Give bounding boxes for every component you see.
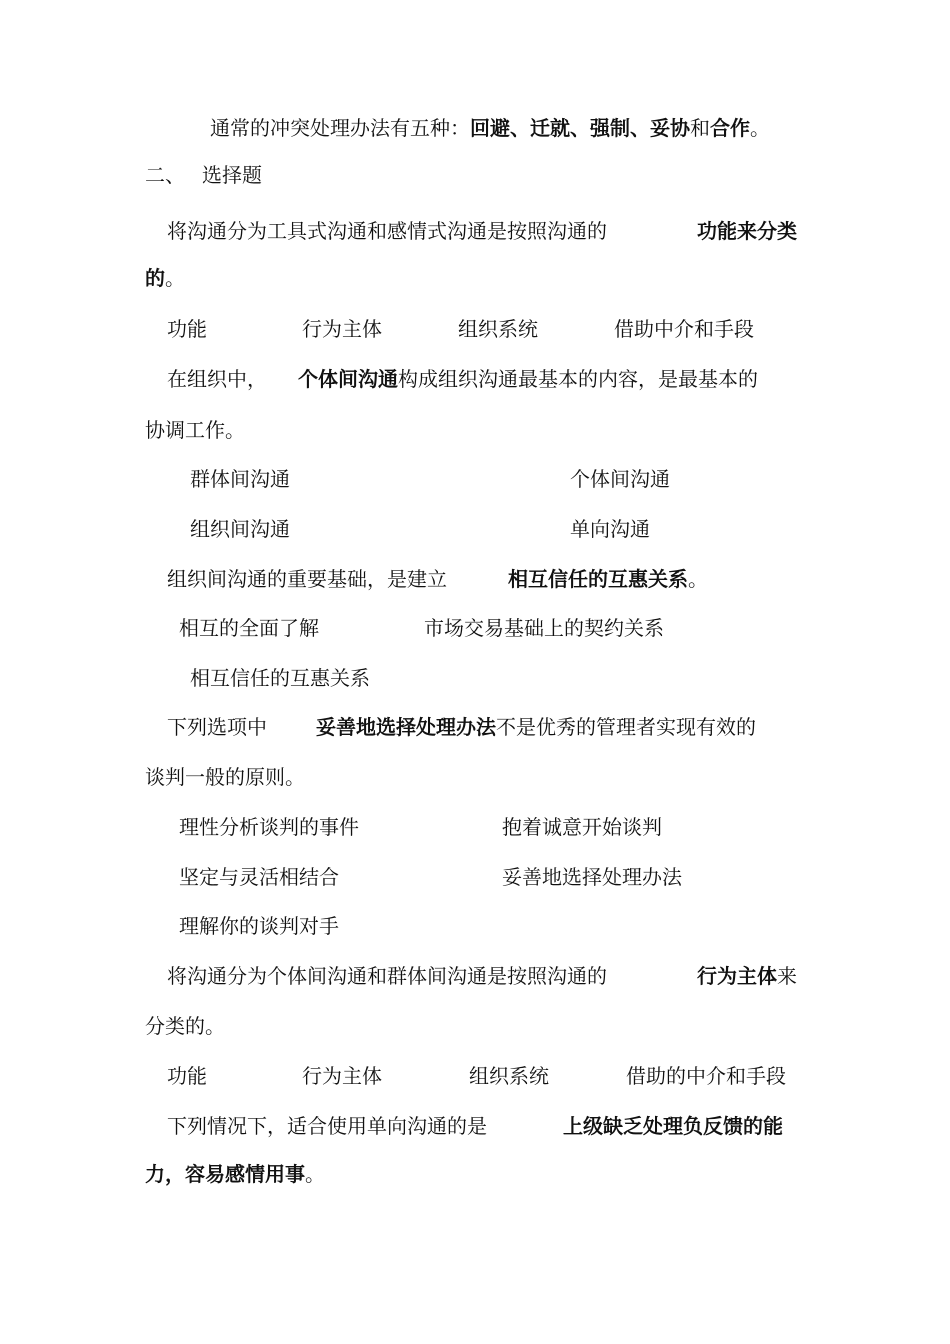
q6-answer: 上级缺乏处理负反馈的能 [563, 1114, 783, 1138]
q4-option: 妥善地选择处理办法 [502, 865, 682, 889]
q2-option: 单向沟通 [570, 517, 650, 541]
q2-stem-a: 在组织中， [167, 367, 267, 391]
q6-answer-tail: 力，容易感情用事 [145, 1162, 305, 1186]
q4-stem-b: 不是优秀的管理者实现有效的 [496, 715, 756, 739]
q4-stem-line [316, 715, 756, 739]
q5-stem: 将沟通分为个体间沟通和群体间沟通是按照沟通的 [167, 964, 607, 988]
q1-stem: 将沟通分为工具式沟通和感情式沟通是按照沟通的 [167, 219, 607, 243]
q4-option: 坚定与灵活相结合 [179, 865, 339, 889]
q2-stem-b: 构成组织沟通最基本的内容，是最基本的 [398, 367, 758, 391]
q6-stem: 下列情况下，适合使用单向沟通的是 [167, 1114, 487, 1138]
q4-answer: 妥善地选择处理办法 [316, 715, 496, 739]
section-title: 选择题 [202, 163, 262, 187]
q3-option: 相互的全面了解 [179, 616, 319, 640]
q2-option: 个体间沟通 [570, 467, 670, 491]
intro-sep: 、 [630, 116, 650, 140]
q2-stem-line [298, 367, 758, 391]
q1-end: 。 [165, 266, 185, 290]
intro-sep: 、 [570, 116, 590, 140]
q5-stem-c: 分类的。 [145, 1014, 225, 1038]
q5-answer-line [697, 964, 797, 988]
q5-stem-b: 来 [777, 964, 797, 988]
q4-option: 理解你的谈判对手 [179, 914, 339, 938]
q5-option: 功能 [167, 1064, 207, 1088]
q1-option: 功能 [167, 317, 207, 341]
q1-answer-tail: 的 [145, 266, 165, 290]
q6-answer-cont [145, 1162, 325, 1186]
q5-option: 组织系统 [469, 1064, 549, 1088]
q6-end: 。 [305, 1162, 325, 1186]
q1-option: 借助中介和手段 [614, 317, 754, 341]
q3-answer-line [508, 567, 708, 591]
q4-stem-a: 下列选项中 [167, 715, 267, 739]
q4-option: 抱着诚意开始谈判 [502, 815, 662, 839]
q3-stem: 组织间沟通的重要基础，是建立 [167, 567, 447, 591]
q2-answer: 个体间沟通 [298, 367, 398, 391]
q1-option: 组织系统 [458, 317, 538, 341]
q2-option: 组织间沟通 [190, 517, 290, 541]
q2-stem-c: 协调工作。 [145, 418, 245, 442]
q5-option: 行为主体 [302, 1064, 382, 1088]
intro-method-3: 强制 [590, 116, 630, 140]
q2-option: 群体间沟通 [190, 467, 290, 491]
q1-answer: 功能来分类 [697, 219, 797, 243]
q3-option: 市场交易基础上的契约关系 [424, 616, 664, 640]
intro-method-2: 迁就 [530, 116, 570, 140]
intro-conj: 和 [690, 116, 710, 140]
intro-sep: 、 [510, 116, 530, 140]
q5-answer: 行为主体 [697, 964, 777, 988]
intro-method-5: 合作 [710, 116, 750, 140]
intro-line [210, 116, 770, 140]
q3-answer: 相互信任的互惠关系 [508, 567, 688, 591]
intro-method-4: 妥协 [650, 116, 690, 140]
q4-option: 理性分析谈判的事件 [179, 815, 359, 839]
intro-method-1: 回避 [470, 116, 510, 140]
q5-option: 借助的中介和手段 [626, 1064, 786, 1088]
q3-option: 相互信任的互惠关系 [190, 666, 370, 690]
intro-prefix: 通常的冲突处理办法有五种： [210, 116, 470, 140]
q1-answer-cont [145, 266, 185, 290]
q4-stem-c: 谈判一般的原则。 [145, 765, 305, 789]
q3-end: 。 [688, 567, 708, 591]
q1-option: 行为主体 [302, 317, 382, 341]
intro-end: 。 [750, 116, 770, 140]
section-number: 二、 [145, 163, 185, 187]
